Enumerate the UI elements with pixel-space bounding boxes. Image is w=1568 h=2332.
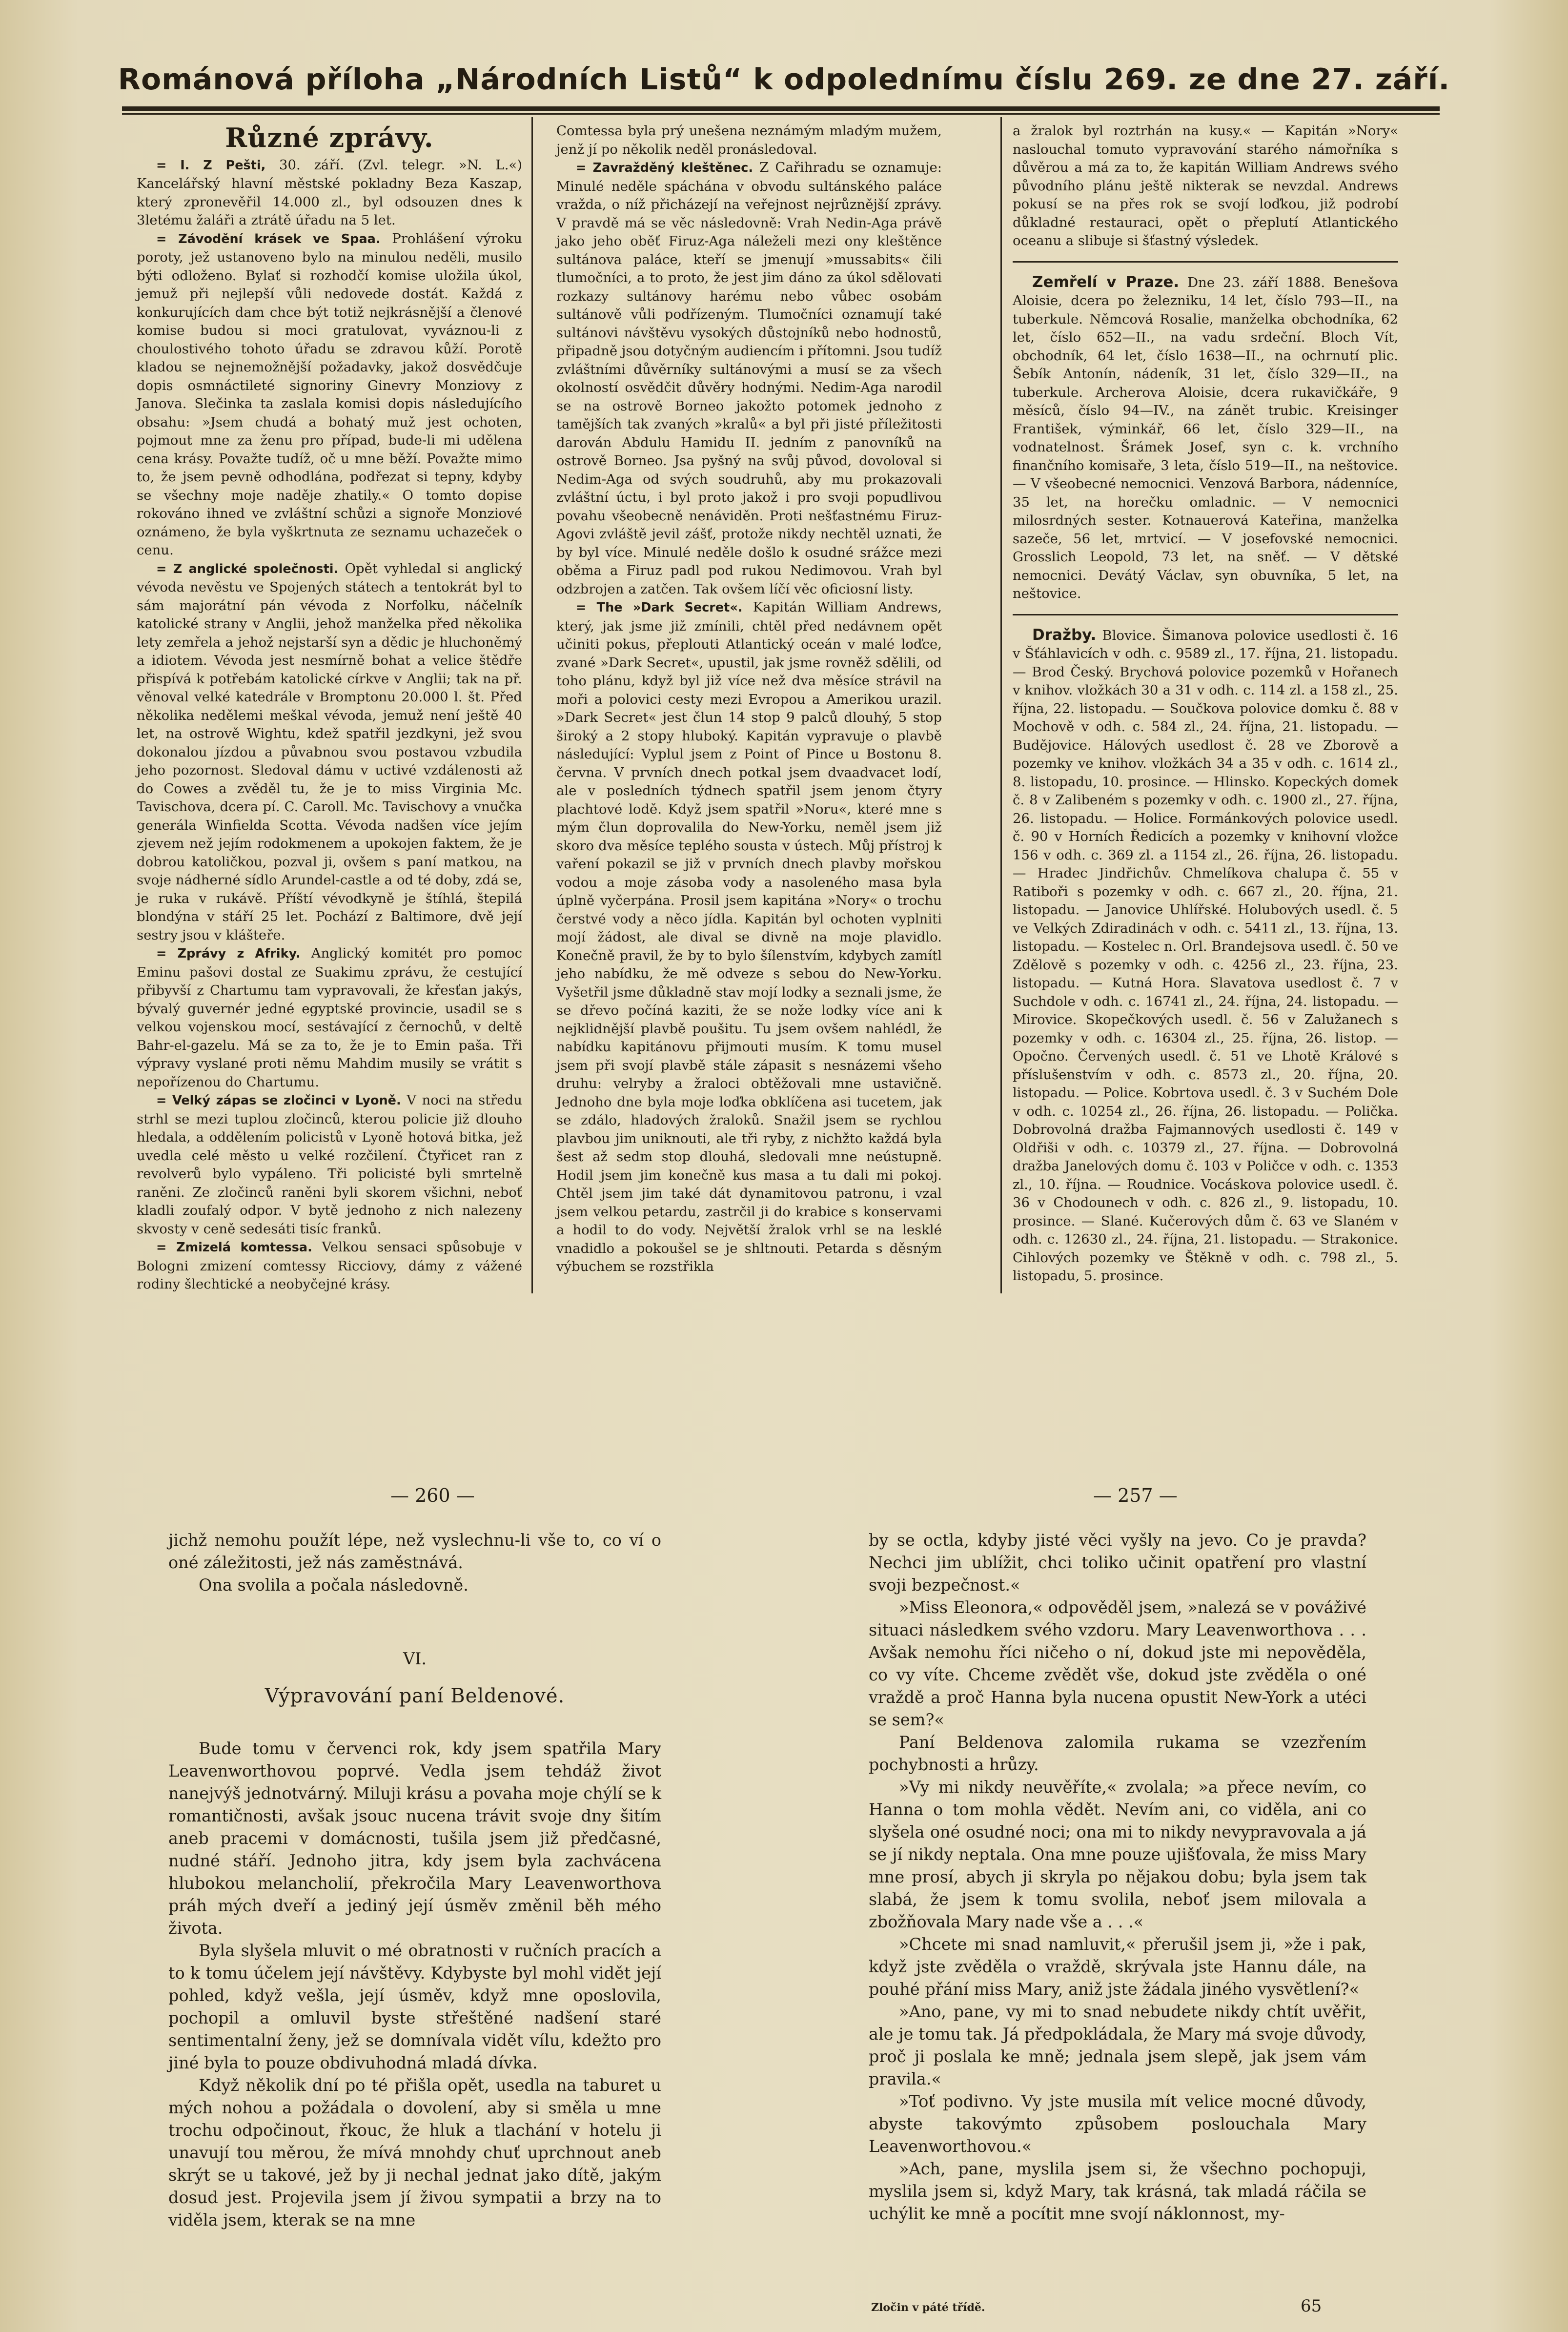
signature-number: 65: [1301, 2296, 1322, 2316]
article-text: Comtessa byla prý unešena neznámým mladým mužem, jenž jí po několik neděl pronásledoval.: [556, 123, 942, 157]
column-3: [1013, 122, 1398, 1286]
novel-paragraph: »Miss Eleonora,« odpověděl jsem, »nalezá se v pováživé situaci následkem svého vzdoru. Mary Leavenworthova . . . Avšak nemohu říci ničeho o ní, dokud jste mi nepověděla, co vy víte. Chceme zvědět vše, dokud jste zvěděla o oné vraždě a proč Hanna byla nucena opustit New-York a utéci se sem?«: [869, 1598, 1366, 1729]
novel-paragraph: »Chcete mi snad namluvit,« přerušil jsem ji, »že i pak, když jste zvěděla o vraždě, skrývala jste Hannu dále, na pouhé přání miss Mary, aniž jste žádala jiného vysvětlení?«: [869, 1935, 1366, 1999]
article-heading: = Zavražděný kleštěnec.: [576, 161, 753, 175]
column-2: [556, 122, 942, 1276]
novel-paragraph: Bude tomu v červenci rok, kdy jsem spatřila Mary Leavenworthovou poprvé. Vedla jsem tehdáž život nanejvýš jednotvárný. Miluji krásu a povaha moje chýlí se k romantičnosti, avšak jsouc nucena trávit svoje dny šitím aneb pracemi v domácnosti, tušila jsem již předčasné, nudné stáří. Jednoho jitra, kdy jsem byla zachvácena hlubokou melancholií, překročila Mary Leavenworthova práh mých dveří a jediný její úsměv změnil běh mého života.: [168, 1739, 661, 1938]
article: [1013, 273, 1398, 603]
section-rule: [1013, 261, 1398, 263]
article-text: Opět vyhledal si anglický vévoda nevěstu ve Spojených státech a tentokrát byl to sám majorátní pán vévoda z Norfolku, náčelník katolické strany v Anglii, jehož manželka před několika lety zemřela a jehož nejstarší syn a dědic je hluchoněmý a idiotem. Vévoda jest nesmírně bohat a velice štědře přispívá k potřebám katolické církve v Anglii; tak na př. věnoval velké katedrále v Bromptonu 20.000 l. št. Před několika nedělemi meškal vévoda, jemuž není ještě 40 let, na ostrově Wightu, kdež spatřil jezdkyni, jež svou dokonalou jízdou a půvabnou svou postavou vzbudila jeho pozornost. Sledoval dámu v uctivé vzdálenosti až do Cowes a zvěděl tu, že je to miss Virginia Mc. Tavischova, dcera pí. C. Caroll. Mc. Tavischovy a vnučka generála Winfielda Scotta. Vévoda nadšen více jejím zjevem než jejím rodokmenem a upokojen faktem, že je dobrou katoličkou, pozval ji, ovšem s paní matkou, na svoje nádherné sídlo Arundel-castle a od té doby, zdá se, je ruka v rukávě. Příští vévodkyně je štíhlá, štepilá blondýna v stáří 25 let. Pochází z Baltimore, dvě její sestry jsou v klášteře.: [137, 560, 523, 943]
article-heading: = Zmizelá komtessa.: [156, 1240, 312, 1255]
article: [556, 598, 942, 1276]
section-rule: [1013, 614, 1398, 615]
page-header: Románová příloha „Národních Listů“ k odpolednímu číslu 269. ze dne 27. září.: [118, 62, 1450, 97]
novel-paragraph: by se octla, kdyby jisté věci vyšly na jevo. Co je pravda? Nechci jim ublížit, chci toliko učinit opatření pro vlastní svoji bezpečnost.«: [869, 1531, 1366, 1595]
article-text: 30. září. (Zvl. telegr. »N. L.«) Kancelářský hlavní městské pokladny Beza Kaszap, který zpronevěřil 14.000 zl., byl odsouzen dnes k 3letému žaláři a ztrátě úřadu na 5 let.: [137, 157, 522, 228]
article-text: Prohlášení výroku poroty, jež ustanoveno bylo na minulou neděli, musilo býti odloženo. Bylať si rozhodčí komise uložila úkol, jemuž při nejlepší vůli nedovede dostát. Každá z konkurujících dam chce být totiž nejkrásnější a členové komise budou si moci gratulovat, vyváznou-li z choulostivého tohoto úřadu se zdravou kůží. Porotě kladou se nejnemožnější požadavky, jakož dosvědčuje dopis osmnáctileté signoriny Ginevry Monziovy z Janova. Slečinka ta zaslala komisi dopis následujícího obsahu: »Jsem chudá a bohatý muž jest ochoten, pojmout mne za ženu pro případ, bude-li mi udělena cena krásy. Považte tudíž, oč u mne běží. Považte mimo to, že jsem pevně odhodlána, podřezat si tepny, kdyby se všechny moje naděje zhatily.« O tomto dopise rokováno ihned ve zvláštní schůzi a signoře Monziové oznámeno, že byla vyškrtnuta ze seznamu uchazeček o cenu.: [137, 230, 522, 558]
section-title: Různé zprávy.: [225, 122, 434, 153]
column-divider: [531, 117, 533, 1293]
article: [137, 1091, 522, 1238]
footer-note: Zločin v páté třídě.: [871, 2301, 985, 2314]
novel-paragraph: Ona svolila a počala následovně.: [199, 1575, 468, 1595]
article: [137, 156, 522, 230]
novel-paragraph: »Ano, pane, vy mi to snad nebudete nikdy chtít uvěřit, ale je tomu tak. Já předpokládala, že Mary má svoje důvody, proč ji poslala ke mně; jednala jsem slepě, jak jsem vám pravila.«: [869, 2002, 1366, 2088]
article-text: Blovice. Šimanova polovice usedlosti č. 16 v Šťáhlavicích v odh. c. 9589 zl., 17. října, 21. listopadu. — Brod Český. Brychová polovice pozemků v Hořanech v knihov. vložkách 30 a 31 v odh. c. 114 zl. a 158 zl., 25. října, 22. listopadu. — Součkova polovice domku č. 88 v Mochově v odh. c. 584 zl., 24. října, 21. listopadu. — Budějovice. Hálových usedlost č. 28 ve Zborově a pozemky ve knihov. vložkách 34 a 35 v odh. c. 1614 zl., 8. listopadu, 10. prosince. — Hlinsko. Kopeckých domek č. 8 v Zalibeném s pozemky v odh. c. 1900 zl., 27. října, 26. listopadu. — Holice. Formánkových polovice usedl. č. 90 v Horních Ředicích a pozemky v knihovní vložce 156 v odh. c. 369 zl. a 1154 zl., 26. října, 26. listopadu. — Hradec Jindřichův. Chmelíkova chalupa č. 55 v Ratiboři s pozemky v odh. c. 667 zl., 20. října, 21. listopadu. — Janovice Uhlířské. Holubových usedl. č. 5 ve Velkých Zdiradinách v odh. c. 5411 zl., 13. října, 13. listopadu. — Kostelec n. Orl. Brandejsova usedl. č. 50 ve Zdělově s pozemky v odh. c. 4256 zl., 23. října, 23. listopadu. — Kutná Hora. Slavatova usedlost č. 7 v Suchdole v odh. c. 16741 zl., 24. října, 24. listopadu. — Mirovice. Skopečkových usedl. č. 56 v Zalužanech s pozemky v odh. c. 16304 zl., 25. října, 26. listop. — Opočno. Červených usedl. č. 51 ve Lhotě Králové s příslušenstvím v odh. c. 8573 zl., 20. října, 20. listopadu. — Police. Kobrtova usedl. č. 3 v Suchém Dole v odh. c. 10254 zl., 26. října, 26. listopadu. — Polička. Dobrovolná dražba Fajmannových usedlosti č. 149 v Oldřiši v odh. c. 10379 zl., 27. října. — Dobrovolná dražba Janelových domu č. 103 v Poličce v odh. c. 1353 zl., 10. října. — Roudnice. Vocáskova polovice usedl. č. 36 v Chodounech v odh. c. 826 zl., 9. listopadu, 10. prosince. — Slané. Kučerových dům č. 63 ve Slaném v odh. c. 12630 zl., 24. října, 21. listopadu. — Strakonice. Cihlových pozemky ve Štěkně v odh. c. 798 zl., 5. listopadu, 5. prosince.: [1013, 627, 1398, 1284]
novel-paragraph: jichž nemohu použít lépe, než vyslechnu-li vše to, co ví o oné záležitosti, jež nás zaměstnává.: [168, 1531, 661, 1572]
article-text: Dne 23. září 1888. Benešova Aloisie, dcera po železniku, 14 let, číslo 793—II., na tuberkule. Němcová Rosalie, manželka obchodníka, 62 let, číslo 652—II., na vadu srdeční. Bloch Vít, obchodník, 64 let, číslo 1638—II., na ochrnutí plic. Šebík Antonín, nádeník, 31 let, číslo 329—II., na tuberkule. Archerova Aloisie, dcera rukavičkáře, 9 měsíců, číslo 94—IV., na zánět trubic. Kreisinger František, výminkář, 66 let, číslo 329—II., na vodnatelnost. Šrámek Josef, syn c. k. vrchního finančního komisaře, 3 leta, číslo 519—II., na neštovice. — V všeobecné nemocnici. Venzová Barbora, nádenníce, 35 let, na horečku omladnic. — V nemocnici milosrdných sester. Kotnauerová Kateřina, manželka sazeče, 56 let, mrtvicí. — V josefovské nemocnici. Grosslich Leopold, 73 let, na sněť. — V dětské nemocnici. Devátý Václav, syn obuvníka, 5 let, na neštovice.: [1013, 274, 1399, 601]
article-heading: = Z anglické společnosti.: [156, 561, 339, 576]
novel-right-page: [869, 1529, 1366, 2225]
article: [556, 159, 942, 598]
column-1: [137, 122, 522, 1294]
article-heading: = Závodění krásek ve Spaa.: [156, 231, 381, 246]
article: [137, 944, 522, 1091]
novel-left-page: [168, 1529, 661, 2231]
article-heading: = The »Dark Secret«.: [576, 600, 743, 615]
novel-paragraph: »Vy mi nikdy neuvěříte,« zvolala; »a přece nevím, co Hanna o tom mohla vědět. Nevím ani, co viděla, ani co slyšela oné osudné noci; ona mi to nikdy nevypravovala a já se jí nikdy neptala. Ona mne pouze ujišťovala, že miss Mary mne prosí, abych ji skryla po nějakou dobu; byla jsem tak slabá, že jsem k tomu svolila, neboť jsem milovala a zbožňovala Mary nade vše a . . .«: [869, 1778, 1366, 1931]
article-heading: Dražby.: [1032, 626, 1097, 644]
novel-paragraph: Když několik dní po té přišla opět, usedla na taburet u mých nohou a požádala o dovolení, aby si směla u mne trochu odpočinout, řkouc, že hluk a tlachání v hotelu ji unavují tou měrou, že mívá mnohdy chuť uprchnout aneb skrýt se u takové, jež by ji nechal jednat jako dítě, jakým dosud jest. Projevila jsem jí živou sympatii a brzy na to viděla jsem, kterak se na mne: [168, 2076, 661, 2230]
article-heading: = I. Z Pešti,: [156, 158, 266, 173]
article: [137, 230, 522, 560]
novel-paragraph: »Toť podivno. Vy jste musila mít velice mocné důvody, abyste takovýmto způsobem poslouchala Mary Leavenworthovou.«: [869, 2092, 1366, 2156]
article-text: V noci na středu strhl se mezi tuplou zločinců, kterou policie již dlouho hledala, a oddělením policistů v Lyoně hotová bitka, jež uvedla celé město u velké rozčilení. Čtyřicet ran z revolverů bylo vypáleno. Tři policisté byli smrtelně raněni. Ze zločinců raněni byli skorem všichni, neboť kladli zoufalý odpor. V bytě jednoho z nich nalezeny skvosty v ceně sedesáti tisíc franků.: [137, 1092, 522, 1237]
chapter-title: Výpravování paní Beldenové.: [265, 1685, 565, 1707]
article-heading: Zemřelí v Praze.: [1032, 273, 1180, 291]
article-text: Velkou sensaci spůsobuje v Bologni zmizení comtessy Ricciovy, dámy z vážené rodiny šlechtické a neobyčejné krásy.: [137, 1239, 522, 1292]
article-text: Anglický komitét pro pomoc Eminu pašovi dostal ze Suakimu zprávu, že cestující přibyvší z Chartumu tam vypravovali, že křesťan jakýs, bývalý guvernér jedné egyptské provincie, usadil se s velkou vojenskou mocí, sestávající z černochů, v deltě Bahr-el-gazelu. Má se za to, že je to Emin paša. Tři výpravy vyslané proti němu Mahdim musily se vrátit s nepořízenou do Chartumu.: [137, 945, 522, 1090]
novel-paragraph: »Ach, pane, myslila jsem si, že všechno pochopuji, myslila jsem si, když Mary, tak krásná, tak mladá ráčila se uchýlit ke mně a pocítit mne svojí náklonnost, my-: [869, 2159, 1366, 2223]
header-rule: [122, 106, 1440, 111]
article-text: Z Cařihradu se oznamuje: Minulé neděle spáchána v obvodu sultánského paláce vražda, o níž přicházejí na veřejnost nejrůznější zprávy. V pravdě má se věc následovně: Vrah Nedin-Aga právě jako jeho oběť Firuz-Aga náleželi mezi ony kleštěnce sultánova paláce, kteří se jmenují »mussabits« čili tlumočníci, a to proto, že jest jim dáno za úkol sdělovati rozkazy sultánovy harému nebo vůbec osobám sultánově vůli podřízeným. Tlumočníci oznamují také sultánovi návštěvu vysokých důstojníků nebo hodnostů, připadně jsou dotyčným audiencím i přítomni. Jsou tudíž zvláštními důvěrníky sultánovými a musí se za všech okolností osvědčit důvěry hodnými. Nedim-Aga narodil se na ostrově Borneo jakožto potomek jednoho z tamějších tak zvaných »kralů« a byl při jisté příležitosti darován Abdulu Hamidu II. jedním z panovníků na ostrově Borneo. Jsa pyšný na svůj původ, dovoloval si Nedim-Aga od svých soudruhů, aby mu prokazovali zvláštní úctu, i byl proto jakož i pro svoji popudlivou povahu všeobecně nenáviděn. Proti nešťastnému Firuz-Agovi zvláště jevil zášť, protože nikdy nechtěl uznati, že by byl více. Minulé neděle došlo k osudné srážce mezi oběma a Firuz padl pod rukou Nedimovou. Vrah byl odzbrojen a zatčen. Tak ovšem líčí věc oficiosní listy.: [556, 160, 942, 597]
novel-paragraph: Paní Beldenova zalomila rukama se vzezřením pochybnosti a hrůzy.: [869, 1733, 1366, 1774]
page-number-left: — 260 —: [390, 1485, 475, 1506]
article: [137, 1238, 522, 1294]
article-heading: = Velký zápas se zločinci v Lyoně.: [156, 1093, 401, 1108]
header-rule-thin: [122, 113, 1440, 115]
chapter-number: VI.: [403, 1649, 427, 1668]
column-divider: [1000, 117, 1002, 1293]
page-number-right: — 257 —: [1093, 1485, 1178, 1506]
article-text: a žralok byl roztrhán na kusy.« — Kapitán »Nory« naslouchal tomuto vypravování starého námořníka s důvěrou a má za to, že kapitán William Andrews svého původního plánu ještě nikterak se nevzdal. Andrews pokusí se na přes rok se svojí loďkou, již podrobí důkladné restauraci, opět o přeplutí Atlantického oceanu a slibuje si šťastný výsledek.: [1013, 123, 1398, 248]
article: [137, 560, 522, 945]
article: [1013, 626, 1398, 1286]
article-heading: = Zprávy z Afriky.: [156, 946, 301, 961]
article-text: Kapitán William Andrews, který, jak jsme již zmínili, chtěl před nedávnem opět učiniti pokus, přeplouti Atlantický oceán v malé loďce, zvané »Dark Secret«, upustil, jak jsme rovněž sdělili, od toho plánu, když byl již více než dva měsíce strávil na moři a polovici cesty mezi Evropou a Amerikou urazil. »Dark Secret« jest člun 14 stop 9 palců dlouhý, 5 stop široký a 2 stopy hluboký. Kapitán vypravuje o plavbě následující: Vyplul jsem z Point of Pince u Bostonu 8. června. V prvních dnech potkal jsem dvaadvacet lodí, ale v posledních týdnech spatřil jsem jenom čtyry plachtové lodě. Když jsem spatřil »Noru«, které mne s mým člun doprovalila do New-Yorku, neměl jsem již skoro dva měsíce teplého sousta v ústech. Můj přístroj k vaření pokazil se již v prvních dnech plavby mořskou vodou a moje zásoba vody a nasoleného masa byla úplně vyčerpána. Prosil jsem kapitána »Nory« o trochu čerstvé vody a něco jídla. Kapitán byl ochoten vyplniti mojí žádost, ale dival se divně na moje plavidlo. Konečně pravil, že by to bylo šílenstvím, kdybych zamítl jeho nabídku, že mě odveze s sebou do New-Yorku. Vyšetřil jsme důkladně stav mojí lodky a seznali jsme, že se dřevo počíná kaziti, že se nože lodky více ani k nejklidnější plavbě poušitu. Tu jsem ovšem nahlédl, že nabídku kapitánovu přijmouti musím. K tomu musel jsem při svojí plavbě stále zápasit s nesnázemi všeho druhu: velryby a žraloci obtěžovali mne ustavičně. Jednoho dne byla moje loďka obklíčena asi tucetem, jak se zdálo, hladových žraloků. Snažil jsem se rychlou plavbou jim uniknouti, ale tři ryby, z nichžto každá byla šest až sedm stop dlouhá, sledovali mne neústupně. Hodil jsem jim konečně kus masa a tu dali mi pokoj. Chtěl jsem jim také dát dynamitovou patronu, i vzal jsem velkou petardu, zastrčil ji do krabice s konservami a hodil to do vody. Největší žralok vrhl se na lesklé vnadidlo a pokoušel se je shltnouti. Petarda s děsným výbuchem se rozstřikla: [556, 599, 942, 1274]
novel-paragraph: Byla slyšela mluvit o mé obratnosti v ručních pracích a to k tomu účelem její návštěvy. Kdybyste byl mohl vidět její pohled, když vešla, její úsměv, když mne oposlovila, pochopil a omluvil byste střeštěné nadšení staré sentimentalní ženy, jež se domnívala vidět vílu, kdežto pro jiné byla to pouze obdivuhodná mladá dívka.: [168, 1941, 661, 2072]
